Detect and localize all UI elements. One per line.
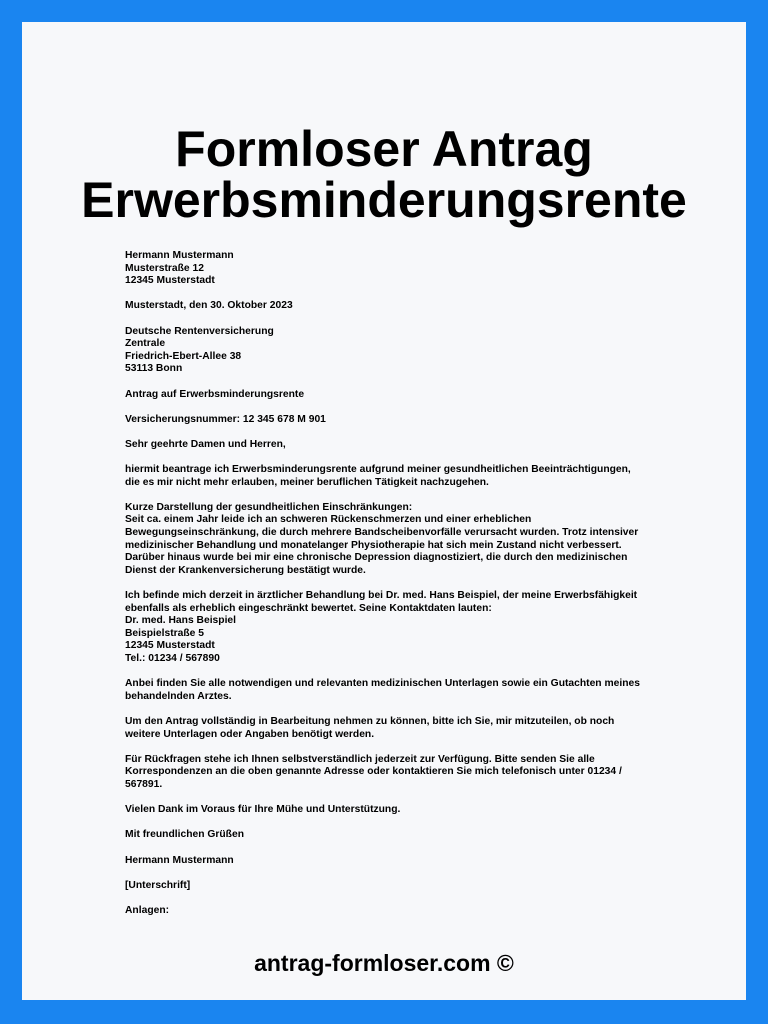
insurance-number: Versicherungsnummer: 12 345 678 M 901 xyxy=(125,413,326,425)
recipient-org: Deutsche Rentenversicherung xyxy=(125,325,274,337)
health-heading: Kurze Darstellung der gesundheitlichen Einschränkungen: xyxy=(125,501,413,513)
footer-website: antrag-formloser.com © xyxy=(254,950,514,976)
sender-city: 12345 Musterstadt xyxy=(125,275,215,287)
document-page xyxy=(22,22,746,1000)
recipient-street: Friedrich-Ebert-Allee 38 xyxy=(125,350,242,362)
health-text: Seit ca. einem Jahr leide ich an schweren Rückenschmerzen und einer erheblichen Bewegungseinschränkung, die durch mehrere Bandscheibenvorfälle verursacht wurden. Trotz intensiver medizinischer Behandlung und monatelanger Physiotherapie hat sich mein Zustand nicht verbessert. Darüber hinaus wurde bei mir eine chronische Depression diagnostiziert, die durch den medizinischen Dienst der Krankenversicherung bestätigt wurde. xyxy=(125,514,639,576)
paragraph-attachments: Anbei finden Sie alle notwendigen und relevanten medizinischen Unterlagen sowie ein Gutachten meines behandelnden Arztes. xyxy=(125,678,640,702)
doctor-street: Beispielstraße 5 xyxy=(125,627,204,639)
signature-placeholder: [Unterschrift] xyxy=(125,879,191,891)
doctor-phone: Tel.: 01234 / 567890 xyxy=(125,653,220,664)
subject-line: Antrag auf Erwerbsminderungsrente xyxy=(125,388,305,400)
salutation: Sehr geehrte Damen und Herren, xyxy=(125,438,286,450)
paragraph-request: Um den Antrag vollständig in Bearbeitung nehmen zu können, bitte ich Sie, mir mitzuteilen, ob noch weitere Unterlagen oder Angaben benötigt werden. xyxy=(125,715,615,740)
doctor-name: Dr. med. Hans Beispiel xyxy=(125,615,237,627)
doctor-section xyxy=(125,590,645,666)
paragraph-contact: Für Rückfragen stehe ich Ihnen selbstverständlich jederzeit zur Verfügung. Bitte senden Sie alle Korrespondenzen an die oben genannte Adresse oder kontaktieren Sie mich telefonisch unter 01234 / 567891. xyxy=(125,753,622,790)
closing-line: Mit freundlichen Grüßen xyxy=(125,829,244,841)
health-section xyxy=(125,502,645,578)
doctor-intro: Ich befinde mich derzeit in ärztlicher Behandlung bei Dr. med. Hans Beispiel, der meine Erwerbsfähigkeit ebenfalls als erheblich eingeschränkt bewertet. Seine Kontaktdaten lauten: xyxy=(125,590,638,614)
paragraph-intro: hiermit beantrage ich Erwerbsminderungsrente aufgrund meiner gesundheitlichen Beeinträchtigungen, die es mir nicht mehr erlauben, meiner beruflichen Tätigkeit nachzugehen. xyxy=(125,464,631,488)
sender-address xyxy=(125,250,645,288)
sender-name: Hermann Mustermann xyxy=(125,250,234,261)
recipient-city: 53113 Bonn xyxy=(125,363,183,375)
date-line: Musterstadt, den 30. Oktober 2023 xyxy=(125,300,293,312)
recipient-dept: Zentrale xyxy=(125,338,166,350)
signature-name: Hermann Mustermann xyxy=(125,854,234,866)
attachments-label: Anlagen: xyxy=(125,904,170,916)
sender-street: Musterstraße 12 xyxy=(125,262,204,274)
title-line-2: Erwerbsminderungsrente xyxy=(81,172,687,228)
letter-body xyxy=(125,250,645,930)
thanks-line: Vielen Dank im Voraus für Ihre Mühe und Unterstützung. xyxy=(125,804,401,816)
recipient-address xyxy=(125,326,645,376)
doctor-city: 12345 Musterstadt xyxy=(125,640,215,652)
document-title xyxy=(22,121,746,228)
title-line-1: Formloser Antrag xyxy=(175,121,593,177)
